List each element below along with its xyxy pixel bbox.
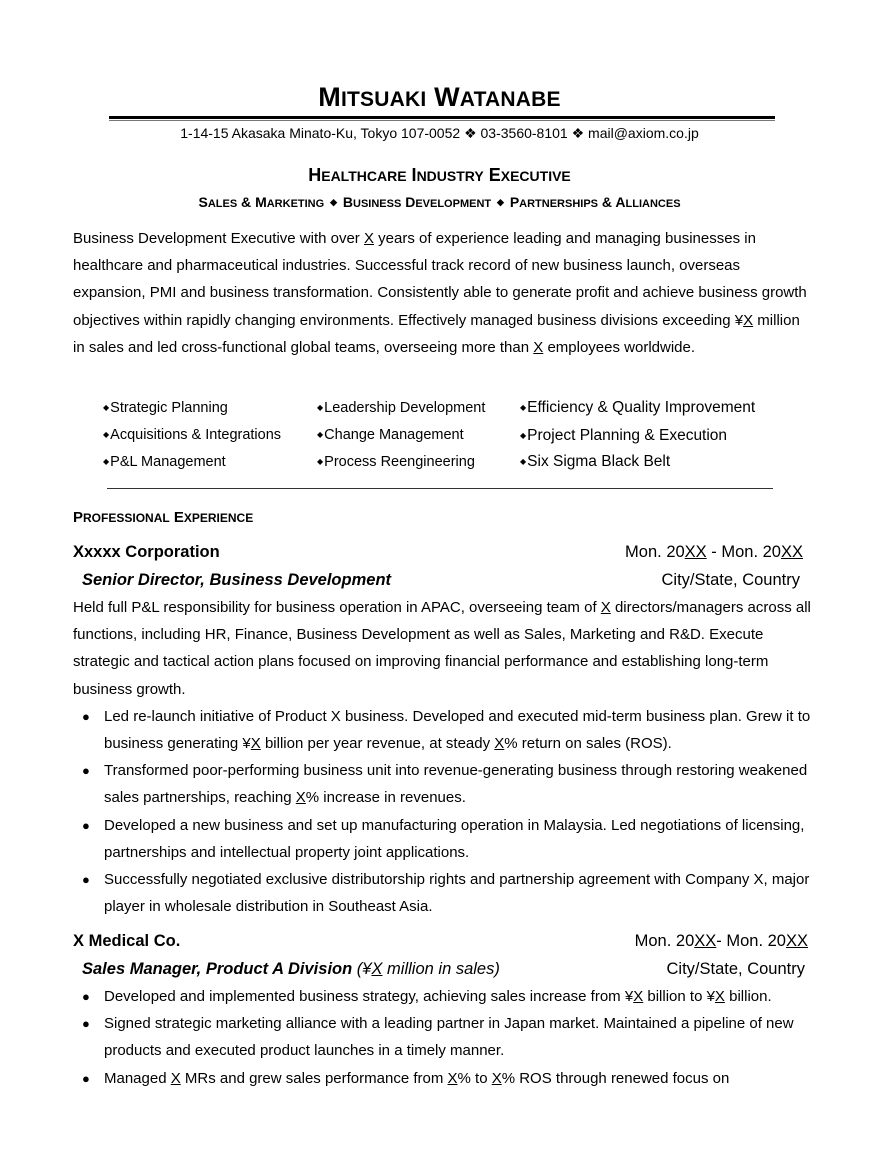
diamond-icon: ◆ (520, 403, 527, 412)
job-company: Xxxxx Corporation (73, 543, 220, 561)
list-item: ● Signed strategic marketing alliance with a leading partner in Japan market. Maintained a pipeline of new products and executed product launches in a timely manner. (82, 1010, 817, 1064)
diamond-icon: ◆ (317, 457, 324, 466)
contact-line (0, 125, 879, 142)
job-dates: Mon. 20XX- Mon. 20XX (634, 932, 808, 950)
skill-item: ◆Efficiency & Quality Improvement (520, 399, 756, 416)
job-location: City/State, Country (661, 571, 800, 589)
job-title: Senior Director, Business Development (82, 571, 392, 589)
diamond-icon: ◆ (103, 403, 110, 412)
skill-item: ◆Change Management (317, 427, 464, 443)
list-item: ● Transformed poor-performing business unit into revenue-generating business through restoring weakened sales partnerships, reaching X% increase in revenues. (82, 757, 817, 811)
skill-item: ◆Process Reengineering (317, 454, 475, 470)
bullet-icon: ● (82, 818, 90, 833)
list-item: ● Led re-launch initiative of Product X business. Developed and executed mid-term business plan. Grew it to business generating ¥X billion per year revenue, at steady X% return on sales (ROS). (82, 703, 817, 757)
diamond-icon: ◆ (520, 431, 527, 440)
list-item: ● Managed X MRs and grew sales performance from X% to X% ROS through renewed focus on (82, 1065, 817, 1092)
bullet-icon: ● (82, 1016, 90, 1031)
contact-email[interactable]: mail@axiom.co.jp (588, 125, 699, 141)
list-item: ● Developed and implemented business strategy, achieving sales increase from ¥X billion to ¥X billion. (82, 983, 817, 1010)
separator-icon: ❖ (571, 125, 585, 141)
job-company: X Medical Co. (73, 932, 181, 950)
bullet-icon: ● (82, 1071, 90, 1086)
list-item: ● Developed a new business and set up manufacturing operation in Malaysia. Led negotiations of licensing, partnerships and intellectual property joint applications. (82, 812, 817, 866)
job-location: City/State, Country (666, 960, 805, 978)
subheadline: SALES & MARKETING ◆ BUSINESS DEVELOPMENT ◆ PARTNERSHIPS & ALLIANCES (198, 194, 681, 210)
diamond-icon: ◆ (103, 430, 110, 439)
diamond-icon: ◆ (520, 457, 527, 466)
diamond-icon: ◆ (330, 197, 337, 207)
skill-item: ◆Leadership Development (317, 400, 486, 416)
skill-item: ◆P&L Management (103, 454, 226, 470)
skill-item: ◆Acquisitions & Integrations (103, 427, 282, 443)
separator-icon: ❖ (464, 125, 477, 141)
skill-item: ◆Project Planning & Execution (520, 427, 728, 444)
list-item: ● Successfully negotiated exclusive distributorship rights and partnership agreement with Company X, major player in wholesale distribution in Southeast Asia. (82, 866, 817, 920)
section-heading-experience: PROFESSIONAL EXPERIENCE (73, 509, 254, 526)
diamond-icon: ◆ (317, 403, 324, 412)
job-description: Held full P&L responsibility for business operation in APAC, overseeing team of X directors/managers across all functions, including HR, Finance, Business Development as well as Sales, Marketing and R&D. Execute strategic and tactical action plans focused on improving financial performance and establishing long-term business growth. (73, 599, 811, 698)
bullet-icon: ● (82, 709, 90, 724)
bullet-icon: ● (82, 872, 90, 887)
skill-item: ◆Six Sigma Black Belt (520, 453, 671, 470)
section-divider (107, 488, 773, 489)
contact-address: 1-14-15 Akasaka Minato-Ku, Tokyo 107-0052 (180, 125, 461, 141)
diamond-icon: ◆ (103, 457, 110, 466)
skill-item: ◆Strategic Planning (103, 400, 228, 416)
resume-name: MITSUAKI WATANABE (318, 82, 561, 112)
headline: HEALTHCARE INDUSTRY EXECUTIVE (308, 165, 571, 185)
diamond-icon: ◆ (317, 430, 324, 439)
summary-paragraph: Business Development Executive with over X years of experience leading and managing businesses in healthcare and pharmaceutical industries. Successful track record of new business launch, overseas expansion, PMI and business transformation. Consistently able to generate profit and achieve business growth objectives within rapidly changing environments. Effectively managed business divisions exceeding ¥X million in sales and led cross-functional global teams, overseeing more than X employees worldwide. (73, 230, 807, 356)
job-dates: Mon. 20XX - Mon. 20XX (625, 543, 803, 561)
name-underline-thick (109, 116, 775, 119)
name-underline-thin (109, 120, 775, 121)
contact-phone: 03-3560-8101 (480, 125, 568, 141)
job-title: Sales Manager, Product A Division (¥X million in sales) (82, 960, 500, 978)
bullet-icon: ● (82, 763, 90, 778)
bullet-icon: ● (82, 989, 90, 1004)
diamond-icon: ◆ (497, 197, 504, 207)
